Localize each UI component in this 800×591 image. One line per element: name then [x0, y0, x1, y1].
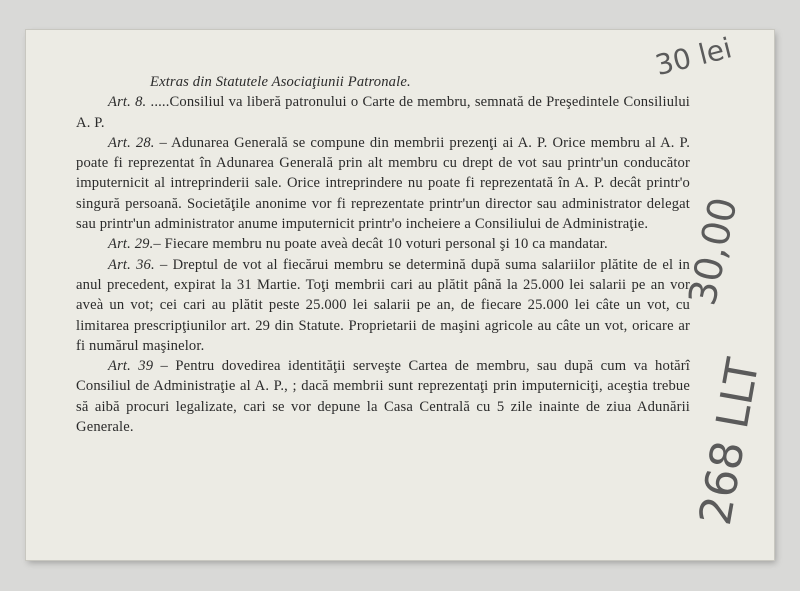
article-29: [76, 234, 690, 254]
document-heading: Extras din Statutele Asociaţiunii Patronale.: [150, 74, 411, 90]
article-label: Art. 39: [108, 358, 154, 375]
article-label: Art. 29.: [108, 236, 154, 253]
article-text: – Adunarea Generală se compune din membrii prezenţi ai A. P. Orice membru al A. P. poate fi reprezentat în Adunarea Generală prin alt membru cu drept de vot sau printr'un conducător imputernicit al intreprinderii sale. Orice intreprindere nu poate fi reprezentată în A. P. decât printr'o singură persoană. Societăţile anonime vor fi reprezentate printr'un director sau administrator delegat sau printr'un administrator anume imputernicit printr'o incheiere a Consiliului de Administraţie.: [76, 134, 691, 233]
article-text: – Dreptul de vot al fiecărui membru se determină după suma salariilor plătite de el in anul precedent, expirat la 31 Martie. Toţi membrii cari au plătit până la 25.000 lei salarii pe an vor aveà un vot; cei cari au plătit peste 25.000 lei salarii pe an, de fiecare 25.000 lei câte un vot, cu limitarea prescripţiunilor art. 29 din Statute. Proprietarii de maşini agricole au câte un vot, oricare ar fi numărul maşinelor.: [76, 256, 691, 354]
article-8: [76, 92, 690, 133]
article-36: [76, 255, 690, 356]
statute-excerpt: [76, 72, 690, 437]
article-label: Art. 8.: [108, 94, 147, 111]
handwritten-code: 268 LLT: [690, 354, 770, 529]
article-text: – Fiecare membru nu poate aveà decât 10 voturi personal şi 10 ca mandatar.: [153, 236, 608, 253]
article-28: [76, 133, 690, 234]
article-39: [76, 356, 690, 437]
article-text: .....Consiliul va liberă patronului o Carte de membru, semnată de Preşedintele Consiliului A. P.: [76, 94, 690, 131]
article-label: Art. 36.: [108, 256, 155, 273]
handwritten-price: 30 lei: [652, 31, 736, 83]
article-text: – Pentru dovedirea identităţii serveşte Cartea de membru, sau după cum va hotărî Consiliul de Administraţie al A. P., ; dacă membrii sunt reprezentaţi prin imputerniciţi, aceştia trebue să aibă procuri legalizate, cari se vor depune la Casa Centrală cu 5 zile inainte de ziua Adunării Generale.: [76, 358, 690, 436]
handwritten-amount: 30,00: [680, 193, 746, 310]
article-label: Art. 28.: [108, 134, 155, 151]
